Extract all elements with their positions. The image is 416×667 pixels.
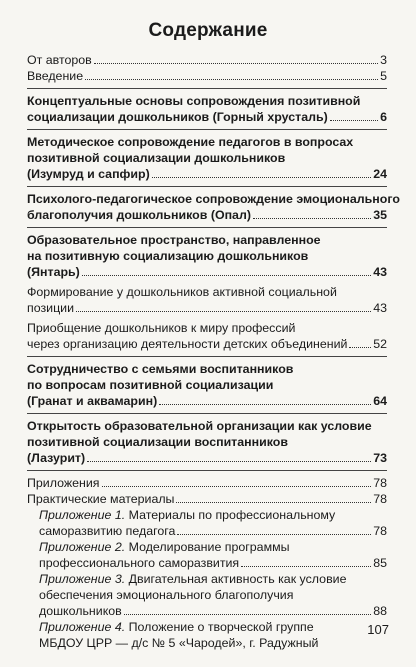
toc-entry-text: Методическое сопровождение педагогов в вопросах [27,135,354,149]
leader-dots [241,566,371,567]
leader-dots [76,311,371,312]
toc-entry-text: на позитивную социализацию дошкольников [27,249,309,263]
toc-entry [27,413,387,466]
appendix-text: Положение о творческой группе [128,620,314,634]
toc-page-number: 5 [380,69,387,83]
appendix-text: МБДОУ ЦРР — д/с № 5 «Чародей», г. Радужный [39,636,319,650]
toc-entry [27,356,387,409]
toc-entry-text: Сотрудничество с семьями воспитанников [27,362,294,376]
toc-entry-text: Концептуальные основы сопровождения позитивной [27,94,361,108]
toc-entry [27,68,387,84]
leader-dots [102,486,372,487]
leader-dots [87,461,371,462]
toc-entry [27,52,387,68]
toc-entry-text: позитивной социализации дошкольников [27,151,286,165]
toc-page-number: 78 [373,524,387,538]
toc-entry-text: позиции [27,301,75,315]
toc-entry [27,491,387,507]
leader-dots [94,63,378,64]
leader-dots [176,502,371,503]
toc-appendix-entry [27,619,387,651]
toc-entry-text: Практические материалы [27,492,175,506]
appendix-text: Двигательная активность как условие [128,572,347,586]
toc-entry-text: (Янтарь) [27,265,80,279]
toc-page-number: 85 [373,556,387,570]
toc-page-number: 73 [373,451,387,465]
toc-page-number: 43 [373,301,387,315]
toc-entry [27,284,387,316]
leader-dots [85,79,378,80]
toc-entry-text: (Изумруд и сапфир) [27,167,150,181]
appendix-text: профессионального саморазвития [39,556,240,570]
leader-dots [349,347,371,348]
toc-entry-text: (Лазурит) [27,451,86,465]
appendix-label: Приложение 3. [39,572,126,586]
leader-dots [124,614,371,615]
toc-page-number: 43 [373,265,387,279]
toc-appendix-entry [27,539,387,571]
toc-entry [27,129,387,182]
appendix-text: Моделирование программы [128,540,290,554]
toc-entry-text: Приобщение дошкольников к миру профессий [27,321,296,335]
toc-entry-text: От авторов [27,53,92,67]
toc-page-number: 6 [380,110,387,124]
toc-entry [27,227,387,280]
toc-page-number: 24 [373,167,387,181]
toc-page-number: 52 [373,337,387,351]
appendix-label: Приложение 2. [39,540,126,554]
toc-entry-text: благополучия дошкольников (Опал) [27,208,251,222]
leader-dots [177,534,371,535]
appendix-text: дошкольников [39,604,122,618]
leader-dots [159,404,371,405]
toc-entry [27,186,400,223]
toc-entry-text: Открытость образовательной организации как условие [27,419,372,433]
toc-entry-text: позитивной социализации воспитанников [27,435,288,449]
toc-entry-text: Формирование у дошкольников активной социальной [27,285,337,299]
toc-entry-text: Психолого-педагогическое сопровождение эмоционального [27,192,400,206]
table-of-contents [27,52,400,651]
page-number: 107 [367,622,389,637]
page-title: Содержание [148,20,268,41]
appendix-label: Приложение 4. [39,620,126,634]
toc-page-number: 35 [373,208,387,222]
toc-entry-text: через организацию деятельности детских объединений [27,337,348,351]
toc-entry-text: (Гранат и аквамарин) [27,394,158,408]
toc-page-number: 64 [373,394,387,408]
appendix-text: Материалы по профессиональному [128,508,336,522]
toc-entry [27,88,387,125]
toc-entry [27,470,387,491]
appendix-label: Приложение 1. [39,508,126,522]
leader-dots [330,120,378,121]
toc-page-number: 78 [373,492,387,506]
appendix-text: обеспечения эмоционального благополучия [39,588,294,602]
toc-entry [27,320,387,352]
toc-entry-text: по вопросам позитивной социализации [27,378,274,392]
appendix-text: саморазвитию педагога [39,524,176,538]
toc-page-number: 3 [380,53,387,67]
toc-entry-text: Образовательное пространство, направленное [27,233,321,247]
leader-dots [253,218,371,219]
leader-dots [82,275,371,276]
toc-entry-text: Введение [27,69,84,83]
toc-entry-text: Приложения [27,476,100,490]
toc-appendix-entry [27,507,387,539]
leader-dots [152,177,372,178]
toc-page-number: 88 [373,604,387,618]
toc-entry-text: социализации дошкольников (Горный хрусталь) [27,110,328,124]
toc-appendix-entry [27,571,387,619]
toc-page-number: 78 [373,476,387,490]
